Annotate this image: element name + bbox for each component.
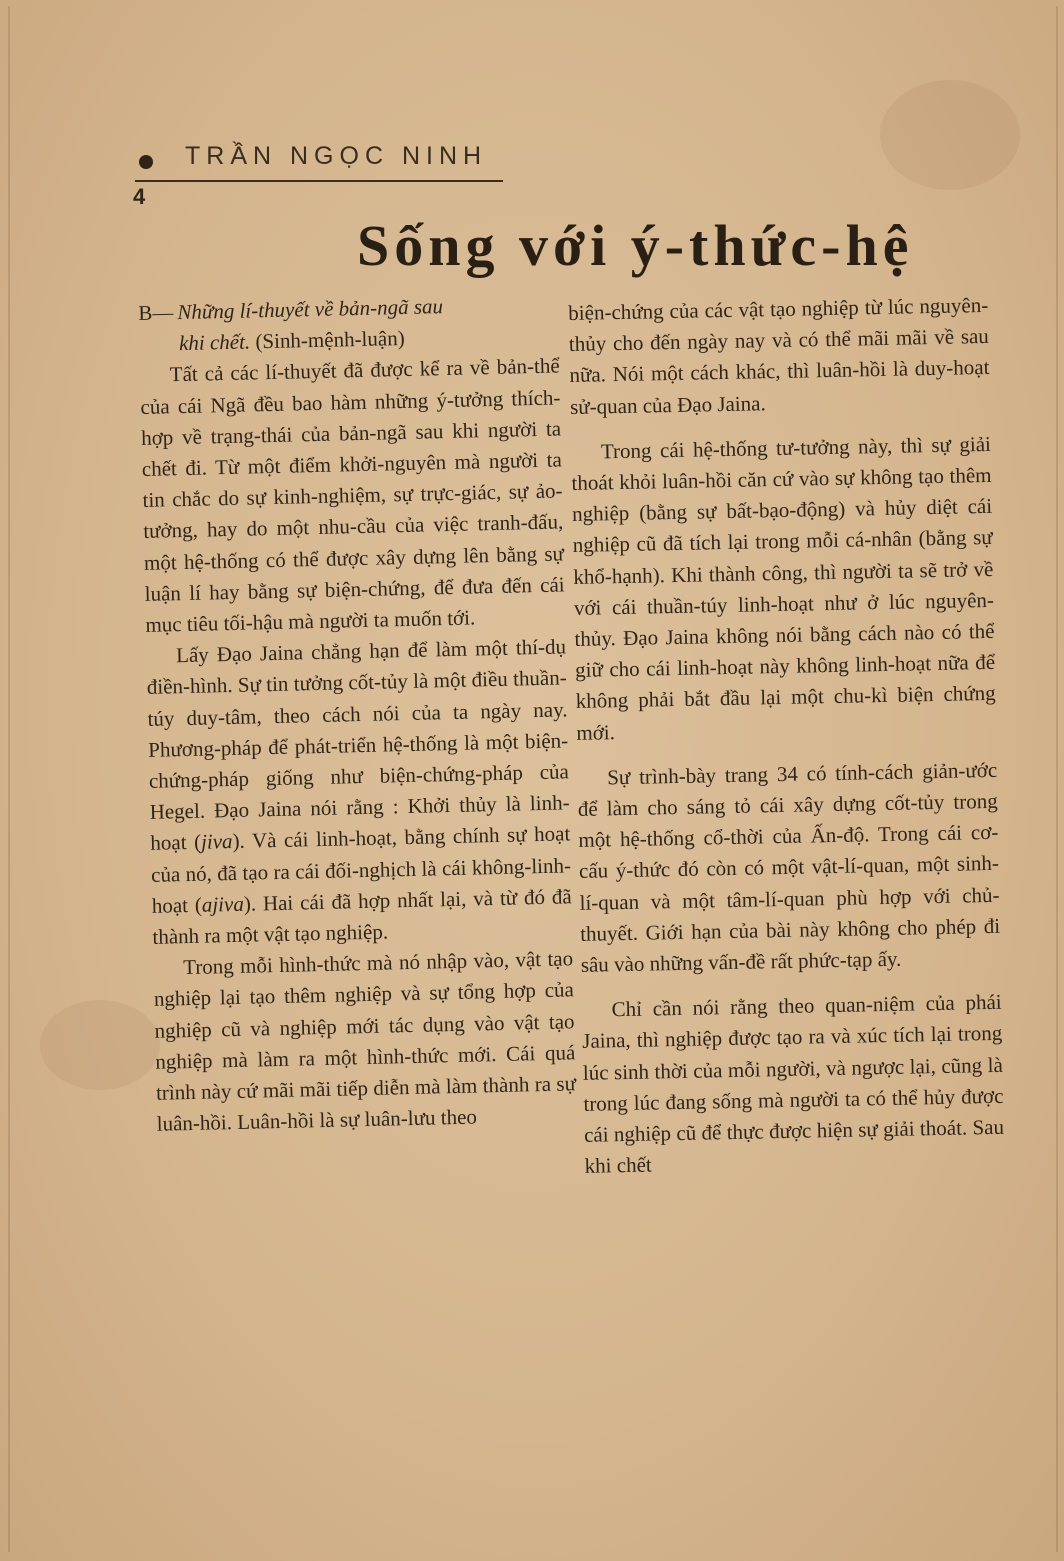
paragraph-text: Lấy Đạo Jaina chẳng hạn để làm một thí-dụ điền-hình. Sự tin tưởng cốt-tủy là một điều thuần-túy duy-tâm, theo cách nói của ta ngày nay. Phương-pháp để phát-triển hệ-thống là một biện-chứng-pháp giống như biện-chứng-pháp của Hegel. Đạo Jaina nói rằng : Khởi thủy là linh-hoạt ( [146, 634, 570, 856]
paragraph-text: ). Và cái linh-hoạt, bằng chính sự hoạt của nó, đã tạo ra cái đối-nghịch là cái không-linh-hoạt ( [150, 821, 572, 918]
paragraph: Trong cái hệ-thống tư-tưởng này, thì sự giải thoát khỏi luân-hồi căn cứ vào sự không tạo thêm nghiệp (bằng sự bất-bạo-động) và hủy diệt cái nghiệp cũ đã tích lại trong mỗi cá-nhân (bằng sự khổ-hạnh). Khi thành công, thì người ta sẽ trở về với cái thuần-túy linh-hoạt như ở lúc nguyên-thủy. Đạo Jaina không nói bằng cách nào có thể giữ cho cái linh-hoạt này không linh-hoạt nữa để không phải bắt đầu lại một chu-kì biện chứng mới. [571, 431, 996, 745]
author-name: TRẦN NGỌC NINH [185, 142, 488, 170]
term-ajiva: ajiva [201, 891, 245, 917]
right-column [568, 290, 1005, 1182]
subheading-italic-2: khi chết. [178, 329, 251, 356]
paragraph: Trong mỗi hình-thức mà nó nhập vào, vật tạo nghiệp lại tạo thêm nghiệp và sự tổng hợp của nghiệp cũ và nghiệp mới tác dụng vào vật tạo nghiệp mà làm ra một hình-thức mới. Cái quá trình này cứ mãi mãi tiếp diễn mà làm thành ra sự luân-hồi. Luân-hồi là sự luân-lưu theo [153, 946, 577, 1137]
paragraph: Chỉ cần nói rằng theo quan-niệm của phái Jaina, thì nghiệp được tạo ra và xúc tích lại trong lúc sinh thời của mỗi người, và ngược lại, cũng là trong lúc đang sống mà người ta có thể hủy được cái nghiệp cũ để thực được hiện sự giải thoát. Sau khi chết [582, 990, 1005, 1179]
paragraph-continued: biện-chứng của các vật tạo nghiệp từ lúc nguyên-thủy cho đến ngày nay và có thể mãi mãi về sau nữa. Nói một cách khác, thì luân-hồi là duy-hoạt sử-quan của Đạo Jaina. [568, 292, 990, 419]
paper-stain [880, 80, 1020, 190]
paragraph: Sự trình-bày trang 34 có tính-cách giản-ước để làm cho sáng tỏ cái xây dựng cốt-tủy trong một hệ-thống cổ-thời của Ấn-độ. Trong cái cơ-cấu ý-thức đó còn có một vật-lí-quan, một sinh-lí-quan và một tâm-lí-quan phù hợp với chủ-thuyết. Giới hạn của bài này không cho phép đi sâu vào những vấn-đề rất phức-tạp ấy. [577, 757, 1001, 977]
subheading-label: B— [138, 300, 174, 325]
subheading-plain: (Sinh-mệnh-luận) [255, 326, 405, 354]
article-title: Sống với ý-thức-hệ [357, 213, 914, 278]
paragraph: Tất cả các lí-thuyết đã được kể ra về bản-thể của cái Ngã đều bao hàm những ý-tưởng thích-hợp về trạng-thái của bản-ngã sau khi người ta chết đi. Từ một điểm khởi-nguyên mà người ta tin chắc do sự kinh-nghiệm, sự trực-giác, sự ảo-tưởng, hay do một nhu-cầu của việc tranh-đấu, một hệ-thống có thể được xây dựng lên bằng sự luận lí hay bằng sự biện-chứng, để đưa đến cái mục tiêu tối-hậu mà người ta muốn tới. [140, 353, 565, 637]
paragraph [146, 632, 573, 953]
section-number: 4 [133, 184, 146, 209]
term-jiva: jiva [200, 829, 233, 855]
subheading-italic-1: Những lí-thuyết về bản-ngã sau [177, 294, 444, 325]
paragraph-text: ). Hai cái đã hợp nhất lại, và từ đó đã thành ra một vật tạo nghiệp. [152, 884, 572, 949]
paper-stain [40, 1000, 160, 1090]
section-subheading [138, 288, 559, 360]
left-column [138, 288, 577, 1140]
bullet-icon [139, 155, 153, 169]
header-rule [135, 180, 503, 182]
